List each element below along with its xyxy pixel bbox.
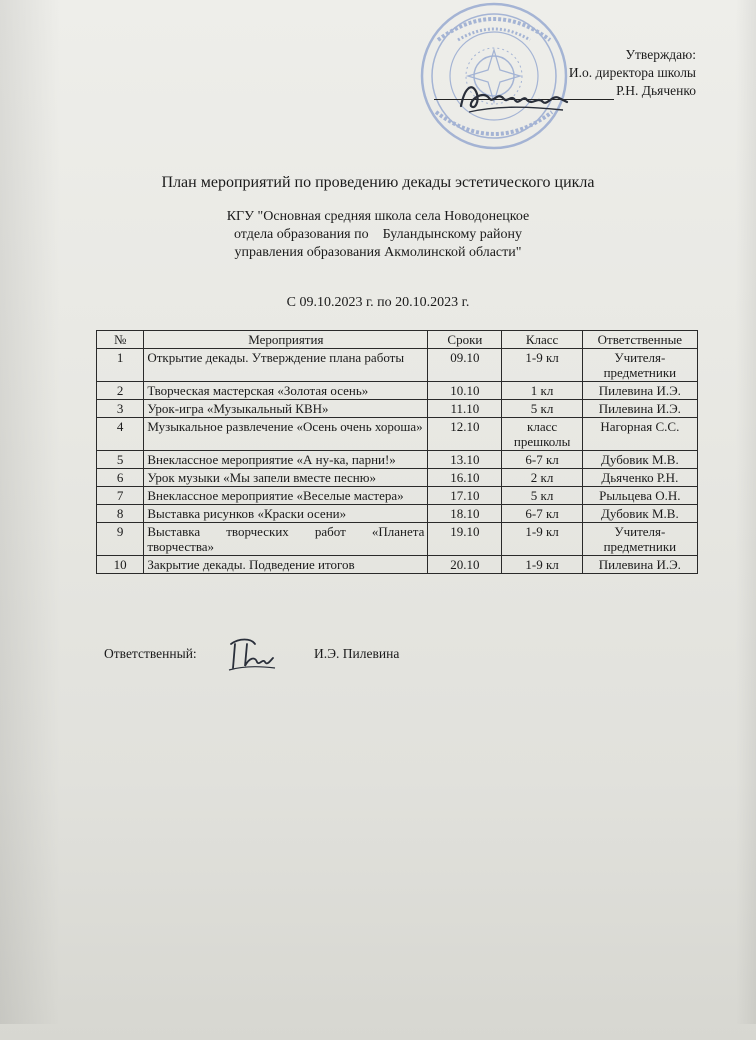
row-responsible: Дубовик М.В. xyxy=(582,505,697,523)
row-event: Внеклассное мероприятие «А ну-ка, парни!» xyxy=(144,451,428,469)
row-date: 19.10 xyxy=(428,523,502,556)
row-date: 11.10 xyxy=(428,400,502,418)
row-number: 2 xyxy=(97,382,144,400)
organization-line: КГУ "Основная средняя школа села Новодонецкое xyxy=(226,209,530,224)
row-date: 13.10 xyxy=(428,451,502,469)
row-event: Выставка рисунков «Краски осени» xyxy=(144,505,428,523)
row-class: 1-9 кл xyxy=(502,556,582,574)
row-responsible: Пилевина И.Э. xyxy=(582,400,697,418)
organization-line: отдела образования по Буландынскому району xyxy=(233,227,522,242)
row-date: 20.10 xyxy=(428,556,502,574)
paper-shadow xyxy=(736,0,756,1024)
row-number: 10 xyxy=(97,556,144,574)
table-row xyxy=(97,487,698,505)
table-row xyxy=(97,556,698,574)
row-class: 2 кл xyxy=(502,469,582,487)
row-number: 7 xyxy=(97,487,144,505)
table-row xyxy=(97,469,698,487)
table-row xyxy=(97,523,698,556)
row-date: 09.10 xyxy=(428,349,502,382)
row-class: класс прешколы xyxy=(502,418,582,451)
footer-label: Ответственный: xyxy=(104,646,197,661)
header-event: Мероприятия xyxy=(144,331,428,349)
row-event: Открытие декады. Утверждение плана работы xyxy=(144,349,428,382)
footer xyxy=(104,646,400,662)
approver-name: Р.Н. Дьяченко xyxy=(616,83,696,98)
row-class: 1-9 кл xyxy=(502,523,582,556)
table-row xyxy=(97,451,698,469)
row-number: 3 xyxy=(97,400,144,418)
document-title: План мероприятий по проведению декады эстетического цикла xyxy=(161,174,595,191)
row-date: 16.10 xyxy=(428,469,502,487)
row-class: 6-7 кл xyxy=(502,451,582,469)
approval-position: И.о. директора школы xyxy=(568,65,696,80)
row-event: Урок музыки «Мы запели вместе песню» xyxy=(144,469,428,487)
table-row xyxy=(97,418,698,451)
row-event: Урок-игра «Музыкальный КВН» xyxy=(144,400,428,418)
table-row xyxy=(97,349,698,382)
row-responsible: Пилевина И.Э. xyxy=(582,556,697,574)
row-event: Выставка творческих работ «Планета творчества» xyxy=(144,523,428,556)
row-number: 1 xyxy=(97,349,144,382)
row-class: 5 кл xyxy=(502,487,582,505)
paper-shadow xyxy=(0,0,60,1024)
header-dates: Сроки xyxy=(428,331,502,349)
row-responsible: Дьяченко Р.Н. xyxy=(582,469,697,487)
row-responsible: Дубовик М.В. xyxy=(582,451,697,469)
row-responsible: Учителя-предметники xyxy=(582,523,697,556)
footer-responsible-name: И.Э. Пилевина xyxy=(314,646,400,661)
row-event: Внеклассное мероприятие «Веселые мастера» xyxy=(144,487,428,505)
row-event: Творческая мастерская «Золотая осень» xyxy=(144,382,428,400)
row-event: Музыкальное развлечение «Осень очень хороша» xyxy=(144,418,428,451)
table-header-row xyxy=(97,331,698,349)
row-date: 10.10 xyxy=(428,382,502,400)
row-number: 4 xyxy=(97,418,144,451)
row-number: 5 xyxy=(97,451,144,469)
organization-block xyxy=(0,208,756,262)
row-event: Закрытие декады. Подведение итогов xyxy=(144,556,428,574)
row-date: 17.10 xyxy=(428,487,502,505)
row-number: 8 xyxy=(97,505,144,523)
header-number: № xyxy=(97,331,144,349)
approval-heading: Утверждаю: xyxy=(625,47,696,62)
table-row xyxy=(97,505,698,523)
row-responsible: Рыльцева О.Н. xyxy=(582,487,697,505)
table-row xyxy=(97,382,698,400)
organization-line: управления образования Акмолинской области" xyxy=(234,245,522,260)
row-date: 18.10 xyxy=(428,505,502,523)
responsible-signature xyxy=(225,636,277,674)
row-responsible: Учителя-предметники xyxy=(582,349,697,382)
row-class: 5 кл xyxy=(502,400,582,418)
events-table xyxy=(96,330,698,574)
director-signature xyxy=(455,76,575,118)
row-number: 6 xyxy=(97,469,144,487)
row-number: 9 xyxy=(97,523,144,556)
table-row xyxy=(97,400,698,418)
period: С 09.10.2023 г. по 20.10.2023 г. xyxy=(286,295,470,310)
row-responsible: Пилевина И.Э. xyxy=(582,382,697,400)
row-date: 12.10 xyxy=(428,418,502,451)
header-responsible: Ответственные xyxy=(582,331,697,349)
row-class: 1-9 кл xyxy=(502,349,582,382)
header-class: Класс xyxy=(502,331,582,349)
row-responsible: Нагорная С.С. xyxy=(582,418,697,451)
row-class: 6-7 кл xyxy=(502,505,582,523)
row-class: 1 кл xyxy=(502,382,582,400)
